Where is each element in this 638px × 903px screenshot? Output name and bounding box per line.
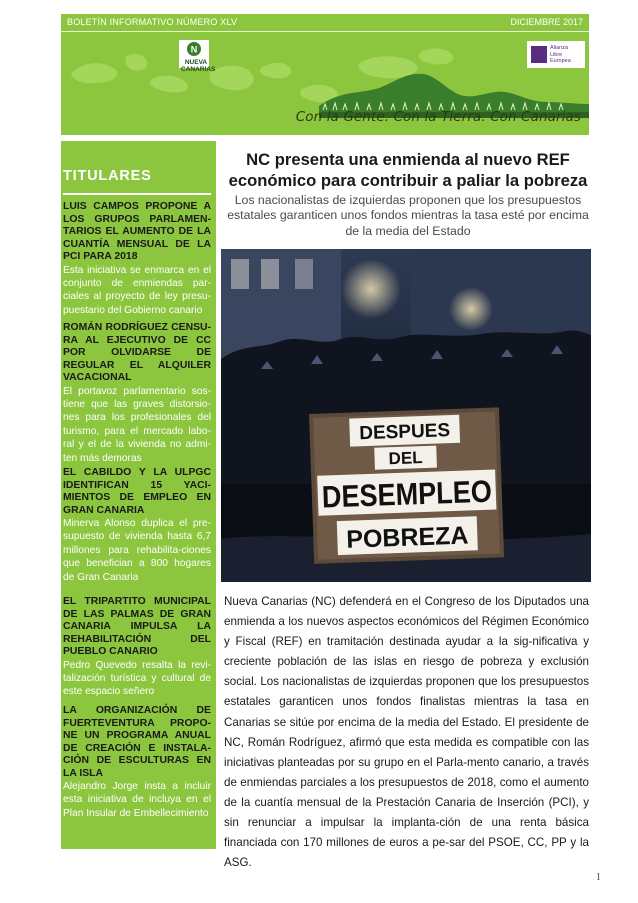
headline-summary: Minerva Alonso duplica el pre-supuesto de vivienda hasta 6,7 millones para rehabilita-ciones que benefician a 800 hogares de Gran Canaria: [63, 518, 211, 583]
partner-logo-text: Alianza Libre Europea: [550, 45, 571, 64]
headline-title: ROMÁN RODRÍGUEZ CENSU-RA AL EJECUTIVO DE CC POR OLVIDARSE DE REGULAR EL ALQUILER VACACIONAL: [63, 322, 211, 383]
newsletter-banner: [61, 14, 589, 135]
protest-photo-illustration: [221, 249, 591, 582]
page-number: 1: [596, 872, 601, 883]
island-shape: [260, 63, 291, 79]
sidebar-title: TITULARES: [63, 168, 152, 184]
sidebar-rule: [63, 193, 211, 195]
window-light: [231, 259, 249, 289]
headline-item[interactable]: [63, 467, 211, 584]
headline-title: EL CABILDO Y LA ULPGC IDENTIFICAN 15 YACI-MIENTOS DE EMPLEO EN GRAN CANARIA: [63, 467, 211, 516]
street-lamp-glow: [449, 287, 493, 331]
headline-item[interactable]: [63, 201, 211, 317]
headline-title: LA ORGANIZACIÓN DE FUERTEVENTURA PROPO-NE UN PROGRAMA ANUAL DE CREACIÓN E INSTALA-CIÓN DE ESCULTURAS EN LA ISLA: [63, 705, 211, 779]
svg-text:N: N: [190, 44, 198, 55]
island-shape: [359, 56, 418, 78]
window-light: [261, 259, 279, 289]
island-shape: [150, 76, 188, 93]
bulletin-date-label: DICIEMBRE 2017: [510, 17, 583, 27]
headline-summary: Alejandro Jorge insta a incluir esta iniciativa de incluya en el Plan Insular de Embellecimiento: [63, 781, 211, 819]
banner-top-strip: [61, 14, 589, 31]
island-shape: [125, 54, 147, 71]
article-body: Nueva Canarias (NC) defenderá en el Congreso de los Diputados una enmienda a los nuevos aspectos económicos del Régimen Económico y Fiscal (REF) en tramitación destinada ayudar a la sig-nificativa y creciente población de las islas en riesgo de pobreza y exclusión social. Los nacionalistas de izquierdas proponen que los presupuestos estatales garanticen unos fondos finalistas mientras la tasa en Canarias se sitúe por encima de la media del Estado. El presidente de NC, Román Rodríguez, afirmó que esta medida es compatible con las iniciativas planteadas por su grupo en el Parla-mento canario, a través de enmiendas parciales a los presupuestos de 2018, como el aumento de la cuantía mensual de la Prestación Canaria de Inserción (PCI), y sin renunciar a impulsar la implanta-ción de una renta básica financiada con 170 millones de euros a pe-sar del PSOE, CC, PP y la ASG.: [224, 595, 589, 870]
sign-text-line-4: POBREZA: [345, 521, 469, 554]
bulletin-number-label: BOLETÍN INFORMATIVO NÚMERO XLV: [67, 17, 238, 27]
sign-text-line-2: DEL: [388, 448, 423, 469]
article-photo: [221, 249, 591, 582]
sign-text-line-3: DESEMPLEO: [321, 472, 518, 515]
sign-text-line-1: DESPUES: [358, 420, 451, 445]
article-subtitle: Los nacionalistas de izquierdas proponen que los presupuestos estatales garanticen unos fondos mientras la tasa esté por encima de la media del Estado: [227, 193, 589, 238]
headline-summary: Esta iniciativa se enmarca en el conjunto de enmiendas par-ciales al proyecto de ley presu-puestario del Gobierno canario: [63, 264, 211, 316]
headline-item[interactable]: [63, 705, 211, 820]
island-shape: [419, 49, 453, 65]
headline-title: LUIS CAMPOS PROPONE A LOS GRUPOS PARLAMEN-TARIOS EL AUMENTO DE LA CUANTÍA MENSUAL DE LA PCI PARA 2018: [63, 201, 211, 262]
article-title: NC presenta una enmienda al nuevo REF económico para contribuir a paliar la pobreza: [228, 150, 588, 190]
partner-logo: [527, 41, 585, 68]
island-shape: [209, 66, 253, 91]
headline-item[interactable]: [63, 596, 211, 699]
logo-wordmark: NUEVA CANARIAS: [181, 59, 216, 73]
headline-title: EL TRIPARTITO MUNICIPAL DE LAS PALMAS DE GRAN CANARIA IMPULSA LA REHABILITACIÓN DEL PUEBLO CANARIO: [63, 596, 211, 657]
protest-sign: [309, 407, 518, 564]
headline-item[interactable]: [63, 322, 211, 465]
island-shape: [71, 63, 117, 83]
headline-summary: Pedro Quevedo resalta la revi-talización turística y cultural de este espacio señero: [63, 659, 211, 698]
banner-tagline: Con la Gente. Con la Tierra. Con Canarias: [295, 109, 581, 125]
window-light: [295, 259, 313, 289]
headline-summary: El portavoz parlamentario sos-tiene que las graves distorsio-nes para los profesionales del turismo, para el mercado labo-ral y el de la vivienda no admi-ten más demoras: [63, 385, 211, 464]
street-lamp-glow: [341, 259, 401, 319]
partner-logo-mark-icon: [531, 46, 547, 63]
